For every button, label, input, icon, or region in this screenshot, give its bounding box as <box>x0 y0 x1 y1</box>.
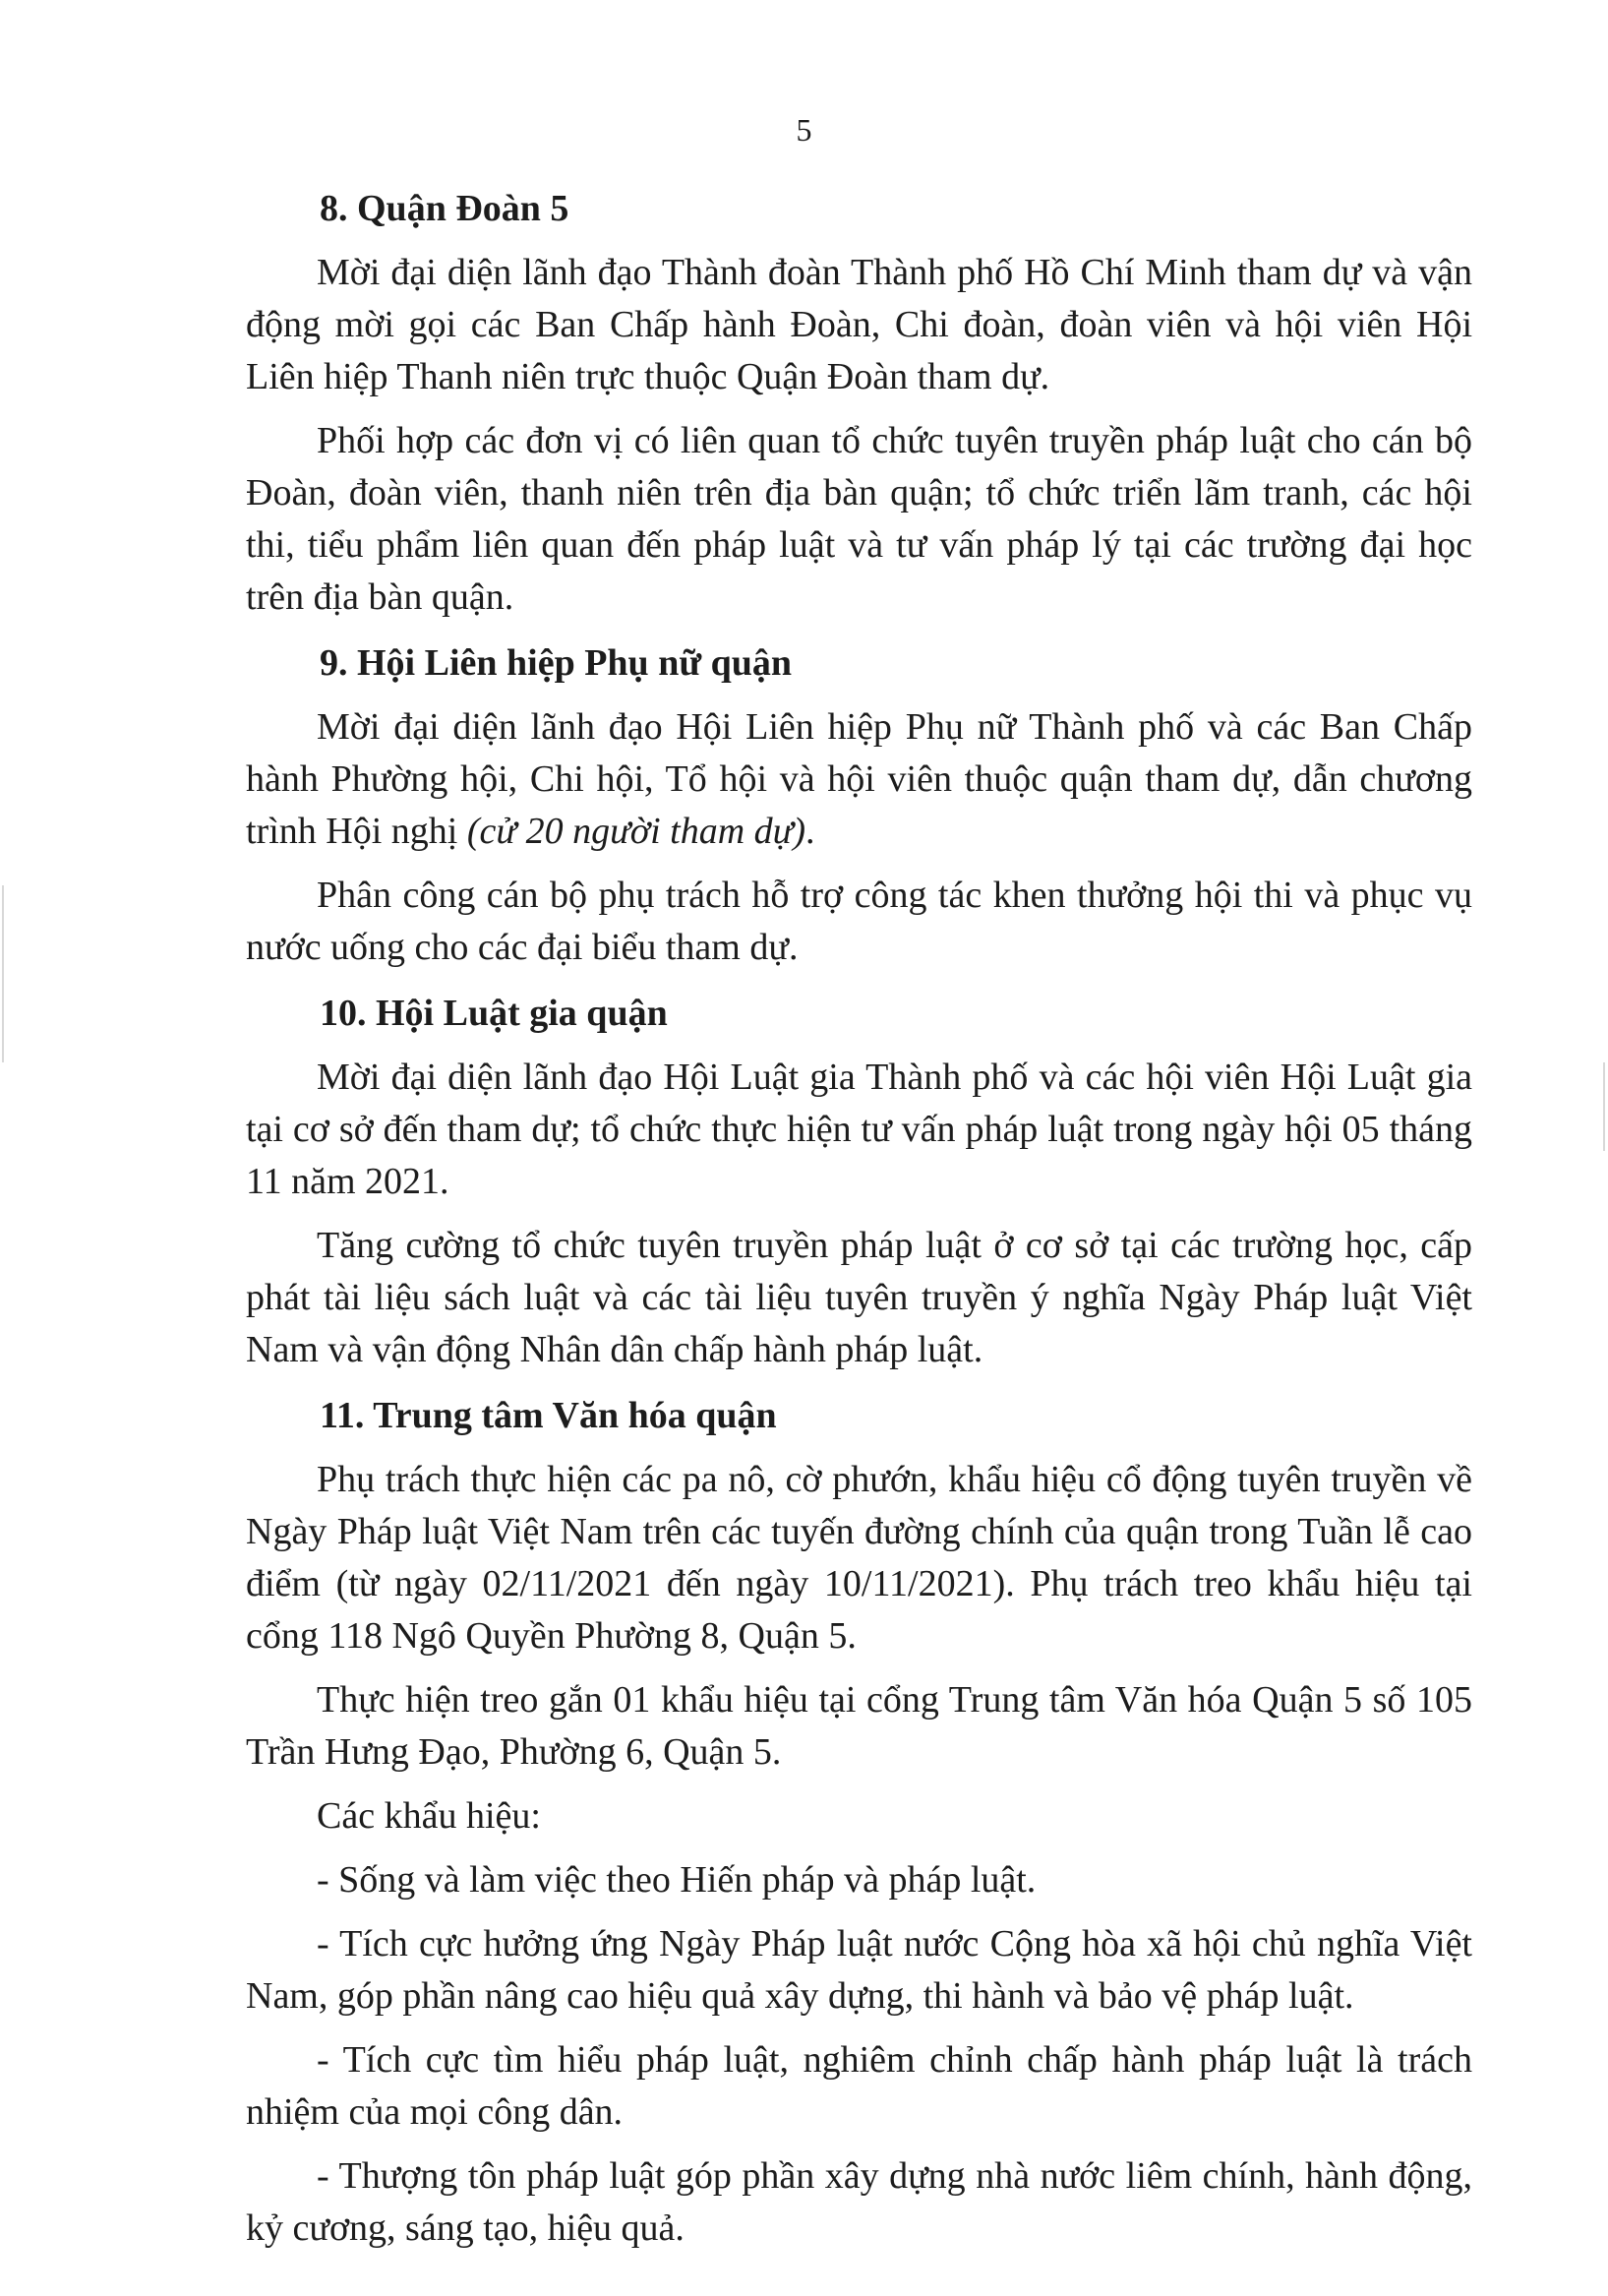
section-heading: 10. Hội Luật gia quận <box>320 993 668 1034</box>
document-body <box>246 183 1472 2268</box>
section-heading: 11. Trung tâm Văn hóa quận <box>320 1395 777 1436</box>
section-heading: 8. Quận Đoàn 5 <box>320 188 569 229</box>
slogan-item: - Tích cực hưởng ứng Ngày Pháp luật nước Cộng hòa xã hội chủ nghĩa Việt Nam, góp phần nâng cao hiệu quả xây dựng, thi hành và bảo vệ pháp luật. <box>246 1923 1472 2017</box>
italic-note: (cử 20 người tham dự) <box>466 811 806 852</box>
slogan-item: - Tích cực tìm hiểu pháp luật, nghiêm chỉnh chấp hành pháp luật là trách nhiệm của mọi công dân. <box>246 2039 1472 2133</box>
page-number: 5 <box>796 112 812 148</box>
paragraph: Thực hiện treo gắn 01 khẩu hiệu tại cổng Trung tâm Văn hóa Quận 5 số 105 Trần Hưng Đạo, Phường 6, Quận 5. <box>246 1679 1472 1773</box>
scan-edge-mark <box>2 885 4 1062</box>
slogan-item: - Thượng tôn pháp luật góp phần xây dựng nhà nước liêm chính, hành động, kỷ cương, sáng tạo, hiệu quả. <box>246 2155 1472 2249</box>
section-hoi-luat-gia <box>246 988 1472 1376</box>
paragraph: Mời đại diện lãnh đạo Hội Liên hiệp Phụ nữ Thành phố và các Ban Chấp hành Phường hội, Chi hội, Tổ hội và hội viên thuộc quận tham dự, dẫn chương trình Hội nghị (cử 20 người tham dự). <box>246 706 1472 852</box>
scan-edge-mark <box>1603 1062 1605 1151</box>
paragraph: Tăng cường tổ chức tuyên truyền pháp luật ở cơ sở tại các trường học, cấp phát tài liệu sách luật và các tài liệu tuyên truyền ý nghĩa Ngày Pháp luật Việt Nam và vận động Nhân dân chấp hành pháp luật. <box>246 1225 1472 1370</box>
slogan-item: - Sống và làm việc theo Hiến pháp và pháp luật. <box>317 1859 1037 1901</box>
slogan-intro: Các khẩu hiệu: <box>317 1795 541 1837</box>
section-quan-doan-5 <box>246 183 1472 624</box>
section-heading: 9. Hội Liên hiệp Phụ nữ quận <box>320 642 793 684</box>
section-trung-tam-van-hoa <box>246 1390 1472 2255</box>
paragraph: Phối hợp các đơn vị có liên quan tổ chức tuyên truyền pháp luật cho cán bộ Đoàn, đoàn viên, thanh niên trên địa bàn quận; tổ chức triển lãm tranh, các hội thi, tiểu phẩm liên quan đến pháp luật và tư vấn pháp lý tại các trường đại học trên địa bàn quận. <box>246 420 1472 618</box>
paragraph: Phụ trách thực hiện các pa nô, cờ phướn, khẩu hiệu cổ động tuyên truyền về Ngày Pháp luật Việt Nam trên các tuyến đường chính của quận trong Tuần lễ cao điểm (từ ngày 02/11/2021 đến ngày 10/11/2021). Phụ trách treo khẩu hiệu tại cổng 118 Ngô Quyền Phường 8, Quận 5. <box>246 1459 1472 1657</box>
section-hoi-lien-hiep-phu-nu <box>246 637 1472 974</box>
paragraph: Phân công cán bộ phụ trách hỗ trợ công tác khen thưởng hội thi và phục vụ nước uống cho các đại biểu tham dự. <box>246 875 1472 968</box>
paragraph: Mời đại diện lãnh đạo Hội Luật gia Thành phố và các hội viên Hội Luật gia tại cơ sở đến tham dự; tổ chức thực hiện tư vấn pháp luật trong ngày hội 05 tháng 11 năm 2021. <box>246 1057 1472 1202</box>
paragraph: Mời đại diện lãnh đạo Thành đoàn Thành phố Hồ Chí Minh tham dự và vận động mời gọi các Ban Chấp hành Đoàn, Chi đoàn, đoàn viên và hội viên Hội Liên hiệp Thanh niên trực thuộc Quận Đoàn tham dự. <box>246 252 1472 397</box>
